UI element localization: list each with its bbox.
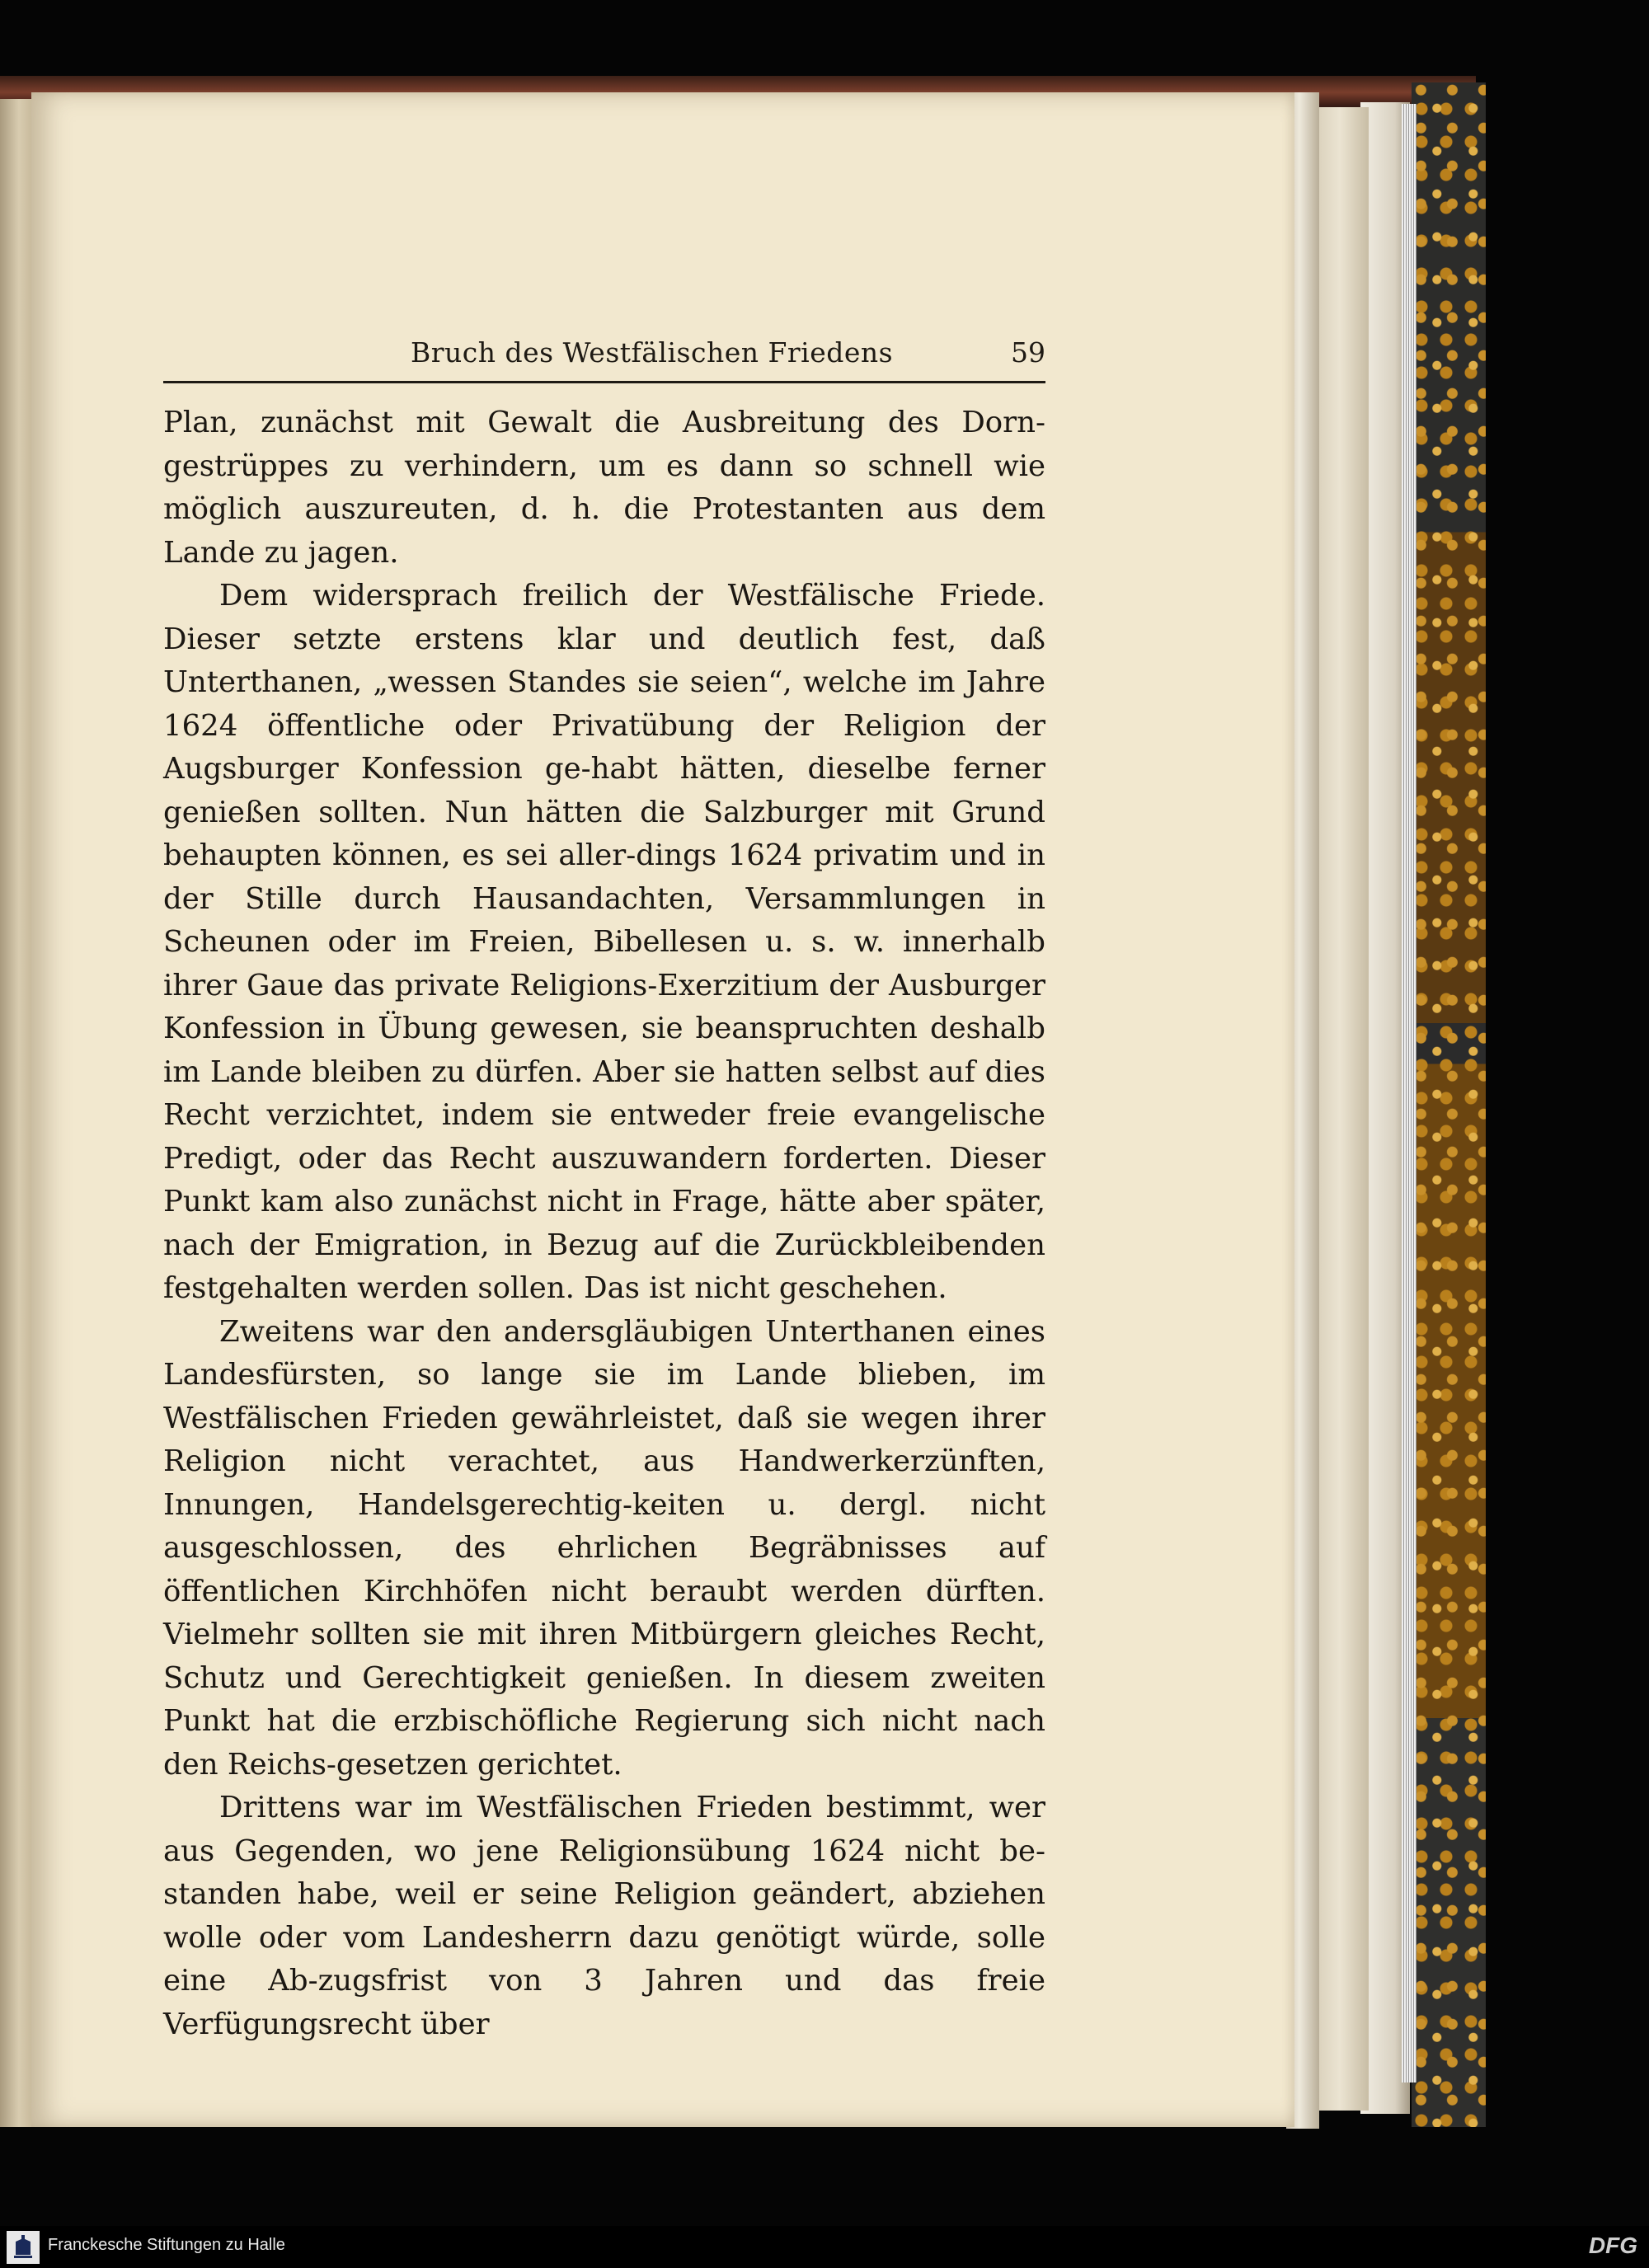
francke-foundation-icon — [7, 2231, 40, 2264]
institution-label: Franckesche Stiftungen zu Halle — [48, 2236, 285, 2254]
running-head-title: Bruch des Westfälischen Friedens — [411, 336, 894, 369]
book-page — [31, 92, 1294, 2127]
dfg-logo: DFG — [1588, 2233, 1637, 2258]
viewer-footer — [0, 2226, 1649, 2268]
paragraph: Plan, zunächst mit Gewalt die Ausbreitung des Dorn-gestrüppes zu verhindern, um es dann so schnell wie möglich auszureuten, d. h. die Protestanten aus dem Lande zu jagen. — [163, 406, 1045, 570]
running-head — [163, 331, 1045, 383]
paragraph: Zweitens war den andersgläubigen Unterthanen eines Landesfürsten, so lange sie im Lande blieben, im Westfälischen Frieden gewährleistet, daß sie wegen ihrer Religion nicht verachtet, aus Handwerkerzünften, Innungen, Handelsgerechtig-keiten u. dergl. nicht ausgeschlossen, des ehrlichen Begräbnisses auf öffentlichen Kirchhöfen nicht beraubt werden dürften. Vielmehr sollten sie mit ihren Mitbürgern gleiches Recht, Schutz und Gerechtigkeit genießen. In diesem zweiten Punkt hat die erzbischöfliche Regierung sich nicht nach den Reichs-gesetzen gerichtet. — [163, 1314, 1045, 1782]
page-stack-edge — [1311, 107, 1369, 2111]
paragraph: Drittens war im Westfälischen Frieden bestimmt, wer aus Gegenden, wo jene Religionsübung 1624 nicht be-standen habe, weil er seine Religion geändert, abziehen wolle oder vom Landesherrn dazu genötigt würde, solle eine Ab-zugsfrist von 3 Jahren und das freie Verfügungsrecht über — [163, 1791, 1045, 2041]
left-page-edge — [0, 99, 31, 2127]
body-text — [163, 401, 1045, 2046]
page-number: 59 — [1011, 336, 1045, 369]
francke-foundation-icon-graphic — [11, 2233, 35, 2261]
page-stack-lines — [1402, 104, 1416, 2083]
paragraph: Dem widersprach freilich der Westfälische Friede. Dieser setzte erstens klar und deutlich fest, daß Unterthanen, „wessen Standes sie seien“, welche im Jahre 1624 öffentliche oder Privatübung der Religion der Augsburger Konfession ge-habt hätten, dieselbe ferner genießen sollten. Nun hätten die Salzburger mit Grund behaupten können, es sei aller-dings 1624 privatim und in der Stille durch Hausandachten, Versammlungen in Scheunen oder im Freien, Bibellesen u. s. w. innerhalb ihrer Gaue das private Religions-Exerzitium der Ausburger Konfession in Übung gewesen, sie beanspruchten deshalb im Lande bleiben zu dürfen. Aber sie hatten selbst auf dies Recht verzichtet, indem sie entweder freie evangelische Predigt, oder das Recht auszuwandern forderten. Dieser Punkt kam also zunächst nicht in Frage, hätte aber später, nach der Emigration, in Bezug auf die Zurückbleibenden festgehalten werden sollen. Das ist nicht geschehen. — [163, 579, 1045, 1305]
book-cover-right — [1412, 82, 1486, 2127]
